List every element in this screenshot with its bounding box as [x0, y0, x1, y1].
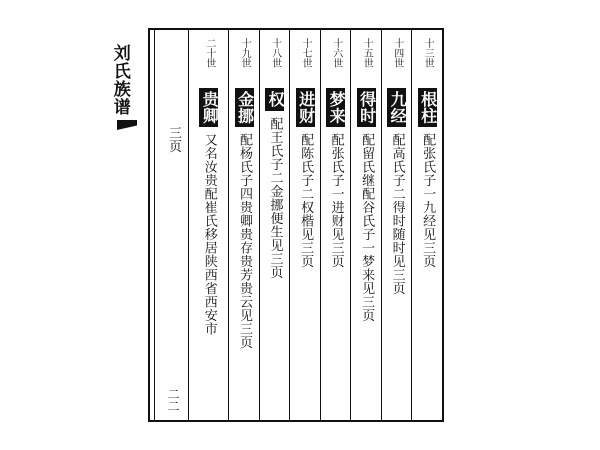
person-record: 配杨氏子四贵卿贵存贵芳贵云见三页 — [237, 133, 253, 349]
person-record: 配张氏子一进财见三页 — [328, 133, 344, 268]
person-record-note: 三页 — [166, 126, 182, 153]
book-title: 刘氏族谱 — [109, 44, 130, 116]
genealogy-column-1 — [411, 30, 442, 420]
person-record: 配陈氏子二权楷见三页 — [298, 133, 314, 268]
genealogy-column-5 — [289, 30, 320, 420]
genealogy-column-8 — [188, 30, 228, 420]
genealogy-column-2 — [381, 30, 412, 420]
person-record: 配留氏继配谷氏子一梦来见三页 — [359, 133, 375, 322]
genealogy-table-frame — [148, 28, 444, 422]
generation-label: 十五世 — [361, 38, 373, 68]
person-name: 根柱 — [418, 88, 437, 127]
page-number: 二二 — [166, 388, 181, 412]
person-name: 进财 — [296, 88, 315, 127]
person-name: 权 — [265, 88, 284, 111]
genealogy-columns — [158, 30, 442, 420]
person-record: 配张氏子一九经见三页 — [420, 133, 436, 268]
generation-label: 十四世 — [391, 38, 403, 68]
generation-label: 十六世 — [330, 38, 342, 68]
genealogy-column-note — [158, 30, 188, 420]
person-record: 又名汝贵配崔氏移居陕西省西安市 — [201, 133, 217, 336]
genealogy-column-6 — [259, 30, 290, 420]
person-name: 贵卿 — [199, 88, 218, 127]
genealogy-column-3 — [350, 30, 381, 420]
person-name: 九经 — [387, 88, 406, 127]
genealogy-column-4 — [320, 30, 351, 420]
generation-label: 十九世 — [239, 38, 251, 68]
person-record: 配王氏子二金挪便生见三页 — [267, 116, 283, 279]
person-name: 得时 — [357, 88, 376, 127]
generation-label: 十八世 — [269, 38, 281, 68]
person-record: 配高氏子二得时随时见三页 — [389, 133, 405, 295]
generation-label: 十七世 — [300, 38, 312, 68]
book-title-block — [110, 44, 144, 130]
genealogy-column-7 — [228, 30, 259, 420]
generation-label: 十三世 — [422, 38, 434, 68]
person-name: 梦来 — [326, 88, 345, 127]
generation-label: 二十世 — [203, 38, 215, 68]
title-mark-icon — [117, 120, 137, 130]
person-name: 金挪 — [235, 88, 254, 127]
